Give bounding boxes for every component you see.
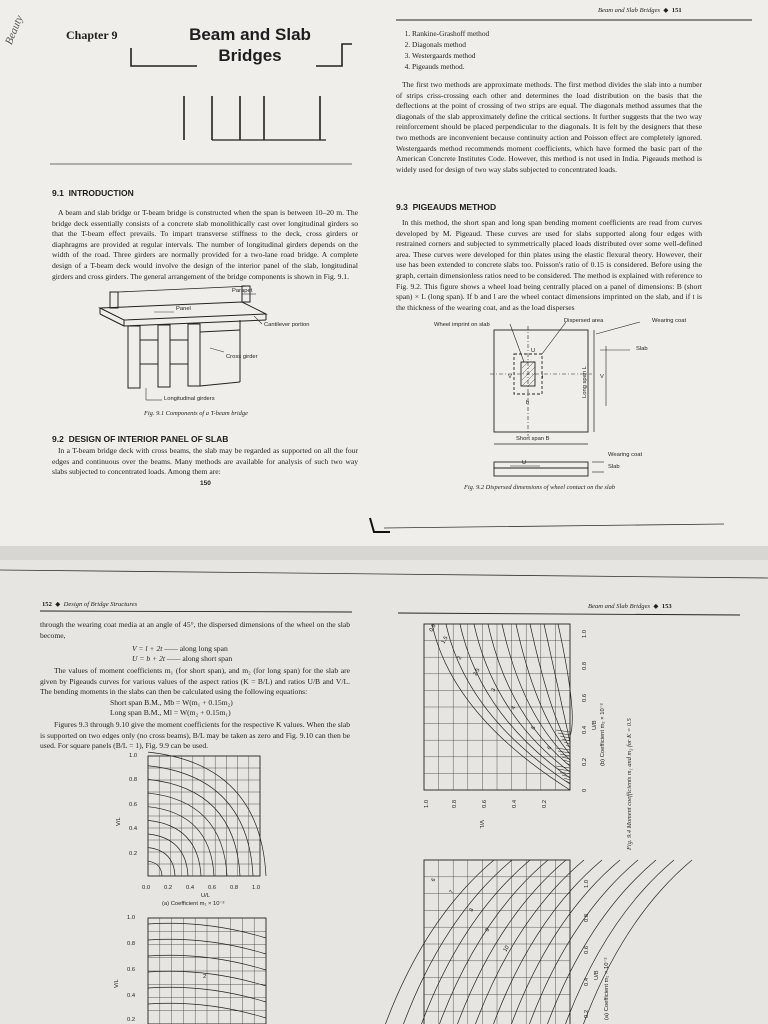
chart-c-left-tick: 0.6 [482, 799, 488, 808]
chart-a-xtick: 0.0 [142, 885, 151, 891]
fig-9-2-label-slab-top: Slab [636, 346, 648, 352]
section-9-3-number: 9.3 [396, 202, 408, 212]
chart-b-ytick: 0.8 [127, 941, 136, 947]
equation-v-note: along long span [179, 644, 228, 653]
fig-9-2-caption: Fig. 9.2 Dispersed dimensions of wheel contact on the slab [464, 484, 616, 491]
chapter-title-line2: Bridges [218, 46, 282, 65]
chart-a-curve [148, 861, 162, 876]
left-page-150 [0, 0, 384, 546]
equation-long-span: Long span B.M., Ml = W(m₂ + 0.15m₁) [110, 708, 231, 717]
running-head-153-text: Beam and Slab Bridges [588, 603, 651, 610]
chart-a-ytick: 0.4 [129, 826, 138, 832]
chart-d-top-tick: 0.6 [584, 945, 590, 954]
equation-u-note: along short span [182, 654, 233, 663]
chart-c-left-label: V/L [478, 820, 484, 829]
fig-9-4-caption: Fig. 9.4 Moment coefficients m₁ and m₂ for K = 0.5 [626, 718, 633, 850]
section-9-3-paragraph: In this method, the short span and long span bending moment coefficients are read from curves developed by M. Pigeaud. These curves are used for slabs supported along four edges with restrained corners and subjected to symmetrically placed loads distributed over some well-defined area. These curves were developed for thin plates using the elastic flexural theory. However, their use has been extended to concrete slabs too. Poisson's ratio of 0.15 is considered. Before using the graph, certain dimensionless ratios need to be considered. The method is explained with reference to Fig. 9.2. This figure shows a wheel load being centrally placed on a panel of dimensions: B (short span) × L (long span). If b and l are the wheel contact dimensions imprinted on the slab, and if t is the thickness of the wearing coat, and as the load disperses [396, 218, 702, 312]
running-head-151-diamond: ◆ [661, 7, 671, 14]
chart-d-top-tick: 0.2 [584, 1009, 590, 1018]
chart-c-curve-label: 4 [510, 705, 518, 711]
chart-a-xlabel: U/L [201, 893, 211, 899]
chart-d-curve [564, 860, 674, 1024]
section-9-1-heading [52, 188, 134, 198]
fig-9-2-label-short-span: Short span B [516, 436, 550, 442]
fig-9-2-label-wearing-coat-top: Wearing coat [652, 318, 687, 324]
running-head-151-text: Beam and Slab Bridges [598, 7, 661, 14]
chart-a-ytick: 1.0 [129, 753, 138, 759]
chart-c-curve-label: 3 [490, 687, 498, 693]
chart-b-ytick: 0.4 [127, 993, 136, 999]
fig-9-2-label-u: U [531, 348, 536, 354]
chart-c-left-tick: 0.8 [452, 799, 458, 808]
chart-d-curve-label: 8 [468, 907, 476, 913]
chart-c-caption: (b) Coefficient m₂ × 10⁻² [600, 703, 606, 766]
fig-9-2-label-long-span: Long span L [582, 366, 588, 398]
equation-v: V = l + 2t —— along long span [132, 644, 228, 653]
running-head-152-text: Design of Bridge Structures [63, 601, 138, 608]
para-figures: Figures 9.3 through 9.10 give the moment coefficients for the respective K values. When the slab is supported on two edges only (no cross beams), B/L may be taken as zero and Fig. 9.10 can then be used. For square panels (B/L = 1), Fig. 9.9 can be used. [40, 720, 350, 751]
chart-d-caption: (a) Coefficient m₁ × 10⁻² [604, 957, 610, 1020]
fig-9-2-label-wheel-imprint: Wheel imprint on slab [434, 322, 490, 328]
right-page-151 [384, 0, 768, 546]
fig-9-1-label-longitudinal: Longitudinal girders [164, 396, 215, 402]
running-head-153-diamond: ◆ [651, 603, 661, 610]
chart-a-curve [148, 820, 201, 876]
chart-c-top-tick: 1.0 [582, 629, 588, 638]
chart-a-curve [148, 766, 253, 876]
chart-c-curve-label: 6 [546, 745, 554, 751]
chart-c-curve [544, 624, 570, 742]
chart-a-curve [148, 752, 266, 876]
chart-d-curve [438, 860, 548, 1024]
section-9-2-heading [52, 434, 228, 444]
chart-d-top-tick: 0.8 [584, 913, 590, 922]
chart-b-ytick: 1.0 [127, 915, 136, 921]
section-9-3-title: PIGEAUDS METHOD [412, 202, 497, 212]
chart-c-left-tick: 0.4 [512, 799, 518, 808]
chart-c-left-tick: 0.2 [542, 799, 548, 808]
chart-d-curve-label: 7 [448, 889, 456, 895]
fig-9-2-label-slab-bottom: Slab [608, 464, 620, 470]
section-9-1-number: 9.1 [52, 188, 64, 198]
left-page-152 [0, 560, 384, 1024]
chart-d-curve [528, 860, 638, 1024]
chapter-ornament [0, 0, 384, 180]
chart-d-curve [546, 860, 656, 1024]
chart-d-curve-label: 6 [430, 877, 438, 883]
chart-c-top-tick: 0.8 [582, 661, 588, 670]
method-item: 2. Diagonals method [412, 39, 489, 50]
chart-c-curve [460, 624, 570, 778]
chart-b-ylabel: V/L [114, 979, 120, 988]
fig-9-1-label-cantilever: Cantilever portion [264, 322, 310, 328]
chart-a-ytick: 0.2 [129, 851, 138, 857]
chart-d-plot [424, 860, 574, 1024]
chart-a-xtick: 0.8 [230, 885, 239, 891]
chart-b-ytick: 0.2 [127, 1017, 136, 1023]
method-item: 1. Rankine-Grashoff method [412, 28, 489, 39]
fig-9-1-diagram [92, 282, 282, 404]
margin-scribble: Beauty [3, 13, 26, 47]
chart-c-dense-curve [560, 772, 570, 774]
para-coefficients: The values of moment coefficients m₁ (for short span), and m₂ (for long span) for the slab are given by Pigeauds curves for various values of the aspect ratios (K = B/L) and ratios U/B and V/L. The bending moments in the slabs can then be calculated using the following equations: [40, 666, 350, 697]
chart-a-curve [148, 779, 240, 876]
page-number-151: 151 [671, 7, 682, 14]
page-bottom-rule-151 [384, 0, 768, 546]
chart-c-top-tick: 0 [582, 788, 588, 792]
chart-c-top-tick: 0.2 [582, 757, 588, 766]
fig-9-1-label-panel: Panel [176, 306, 191, 312]
page-number-152: 152 [42, 601, 52, 608]
right-page-153 [384, 560, 768, 1024]
chart-c-curve-label: 0.9 [428, 623, 438, 633]
chart-b-plot [148, 918, 270, 1024]
chart-c-curve-label: 2 [456, 655, 464, 661]
chart-a-caption: (a) Coefficient m₁ × 10⁻² [162, 901, 225, 907]
chapter-title-line1: Beam and Slab [189, 25, 311, 44]
chart-c-curve-label: 5 [530, 725, 538, 731]
chart-d-curve-label: 10 [502, 944, 511, 953]
chart-d-curve [474, 860, 584, 1024]
chart-c-dense-curve [566, 745, 570, 747]
chart-c-plot [424, 624, 570, 790]
chart-a-plot [148, 756, 268, 880]
chart-c-dense-curve [560, 754, 570, 756]
page-number-153: 153 [661, 603, 672, 610]
chart-d-curve [420, 860, 530, 1024]
chapter-label: Chapter 9 [66, 28, 118, 42]
chart-d-top-tick: 1.0 [584, 879, 590, 888]
equation-short-span: Short span B.M., Mb = W(m₁ + 0.15m₂) [110, 698, 233, 707]
chart-c-curve-label: 1.5 [440, 635, 450, 645]
chart-a-ylabel: V/L [116, 817, 122, 826]
section-9-1-title: INTRODUCTION [68, 188, 134, 198]
fig-9-1-caption: Fig. 9.1 Components of a T-beam bridge [144, 410, 248, 417]
chart-c-top-tick: 0.4 [582, 725, 588, 734]
fig-9-2-label-v-side: V [600, 374, 604, 380]
fig-9-2-label-v: V [508, 374, 512, 380]
chart-d-curve [582, 860, 692, 1024]
method-item: 4. Pigeauds method. [412, 61, 489, 72]
equation-u: U = b + 2t —— along short span [132, 654, 233, 663]
chart-c-dense-curve [564, 778, 570, 780]
section-9-2-title: DESIGN OF INTERIOR PANEL OF SLAB [68, 434, 229, 444]
chart-a-xtick: 0.6 [208, 885, 217, 891]
chart-d-curve [456, 860, 566, 1024]
section-9-2-paragraph: In a T-beam bridge deck with cross beams, the slab may be regarded as supported on all the four edges and continuous over the beams. Many methods are available for analysis of such two way slabs subjected to concentrated loads. Among them are: [52, 446, 358, 477]
chart-a-xtick: 0.2 [164, 885, 173, 891]
chart-d-curve [402, 860, 512, 1024]
fig-9-2-label-wearing-coat-bottom: Wearing coat [608, 452, 643, 458]
fig-9-2-label-b: b [526, 400, 530, 406]
chart-a-ytick: 0.6 [129, 802, 138, 808]
chart-b-curve-label: 2 [203, 974, 207, 980]
equation-u-text: U = b + 2t [132, 654, 166, 663]
chart-d-top-label: U/B [594, 970, 600, 980]
chart-a-curve [148, 834, 188, 876]
chart-c-dense-curve [562, 757, 570, 759]
method-item: 3. Westergaards method [412, 50, 489, 61]
chart-a-ytick: 0.8 [129, 777, 138, 783]
para-dispersion: through the wearing coat media at an angle of 45°, the dispersed dimensions of the wheel on the slab become, [40, 620, 350, 640]
chart-c-left-tick: 1.0 [424, 799, 430, 808]
fig-9-2-label-l: l [542, 374, 544, 380]
header-rule-152 [0, 560, 384, 620]
fig-9-2-label-dispersed-area: Dispersed area [564, 318, 604, 324]
intro-paragraph: A beam and slab bridge or T-beam bridge is constructed when the span is between 10–20 m. The bridge deck essentially consists of a concrete slab monolithically cast over longitudinal girders so that the T-beam effect prevails. To impart transverse stiffness to the deck, cross girders or diaphragms are provided at regular intervals. The number of longitudinal girders depends on the width of the road. Three girders are normally provided for a two-lane road bridge. A complete design of a T-beam deck would involve the design of the interior panel of the slab, longitudinal girders and cross girders. The general arrangement of the bridge components is shown in Fig. 9.1. [52, 208, 358, 281]
equation-v-text: V = l + 2t [132, 644, 163, 653]
header-rule-153 [384, 560, 768, 620]
chart-c-dense-curve [556, 748, 570, 750]
chart-c-curve [502, 624, 570, 760]
methods-paragraph: The first two methods are approximate methods. The first method divides the slab into a number of strips criss-crossing each other and determines the load distribution on the basis that the deflections at the point of crossing of two strips are equal. The diagonals method assumes that the diagonals of the slab approximately define the critical sections. It further suggests that the two way reinforcement should be placed perpendicular to the diagonals. It is felt by the designers that these two methods are inconvenient because continuity action and Poisson effect are completely ignored. Westergaards method recommends moment coefficients, which have formed the basic part of the American Concrete Institutes Code. However, this method is not used in India. Pigeauds method is widely used for design of two way slabs subjected to concentrated loads. [396, 80, 702, 174]
chart-a-xtick: 0.4 [186, 885, 195, 891]
chart-d-curve-label: 9 [484, 927, 492, 933]
chart-c-top-tick: 0.6 [582, 693, 588, 702]
chart-b-ytick: 0.6 [127, 967, 136, 973]
fig-9-1-label-cross-girder: Cross girder [226, 354, 258, 360]
page-number-150: 150 [200, 480, 211, 487]
running-head-152-diamond: ◆ [53, 601, 62, 608]
section-9-2-number: 9.2 [52, 434, 64, 444]
bottom-spread [0, 560, 768, 1024]
chart-c-top-label: U/B [592, 720, 598, 730]
fig-9-1-label-parapet: Parapet [232, 288, 253, 294]
chart-a-xtick: 1.0 [252, 885, 261, 891]
fig-9-2-label-u-bottom: U [522, 460, 527, 466]
chart-d-curve [384, 860, 494, 1024]
chart-d-top-tick: 0.4 [584, 977, 590, 986]
chart-c-curve-label: 2.5 [472, 667, 482, 677]
